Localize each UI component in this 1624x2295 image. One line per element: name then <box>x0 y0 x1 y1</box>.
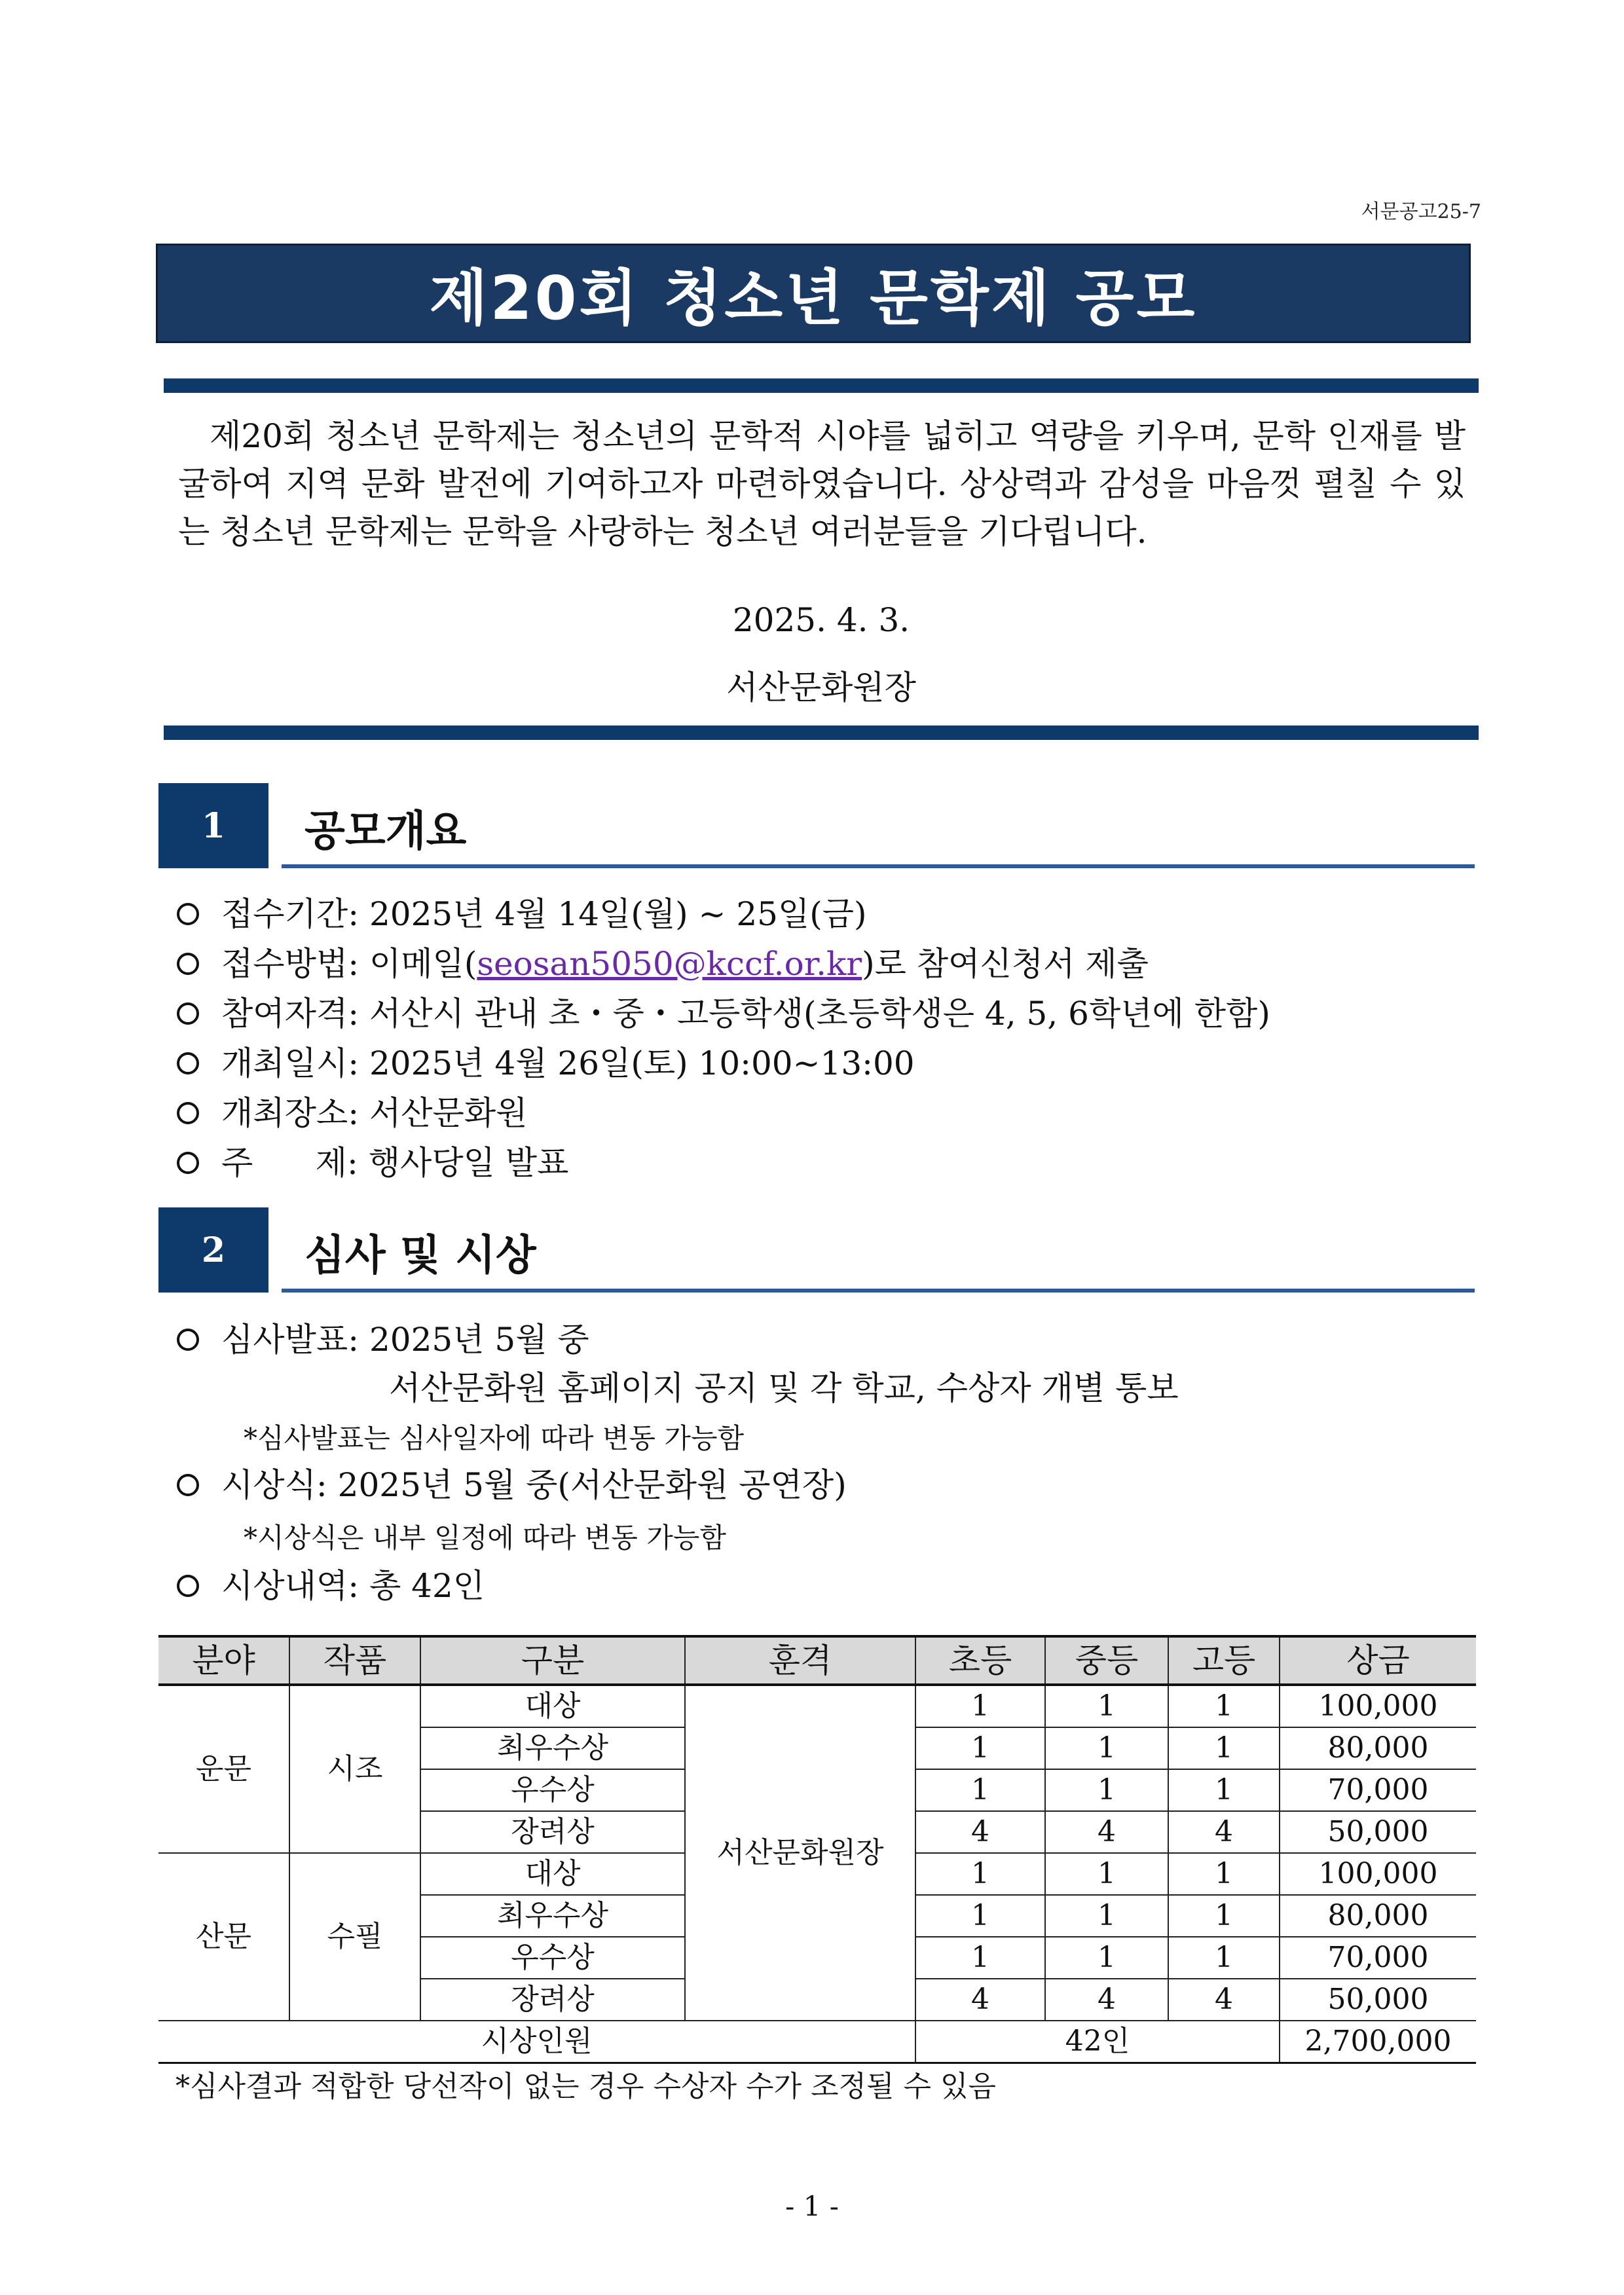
bottom-divider <box>164 725 1479 740</box>
prize-cell: 대상 <box>420 1685 685 1727</box>
circle-bullet-icon <box>177 1102 199 1124</box>
issuer-name: 서산문화원장 <box>726 669 916 707</box>
middle-count: 1 <box>1045 1895 1168 1937</box>
intro-paragraph: 제20회 청소년 문학제는 청소년의 문학적 시야를 넓히고 역량을 키우며, 문학 인재를 발굴하여 지역 문화 발전에 기여하고자 마련하였습니다. 상상력과 감성을 마음껏 펼칠 수 있는 청소년 문학제는 문학을 사랑하는 청소년 여러분들을 기다립니다. <box>178 417 1466 551</box>
section-2-title: 심사 및 시상 <box>304 1232 536 1280</box>
elementary-count: 1 <box>915 1685 1045 1727</box>
section-1-title: 공모개요 <box>304 807 467 856</box>
prize-money: 70,000 <box>1280 1769 1476 1811</box>
awards-summary: 시상내역: 총 42인 <box>177 1561 485 1611</box>
table-total-row <box>158 2021 1476 2063</box>
circle-bullet-icon <box>177 1474 199 1496</box>
column-header: 고등 <box>1168 1636 1280 1685</box>
total-count: 42인 <box>915 2021 1280 2063</box>
field-cell: 산문 <box>158 1853 289 2021</box>
prize-cell: 최우수상 <box>420 1895 685 1937</box>
ceremony-note: *시상식은 내부 일정에 따라 변동 가능함 <box>244 1522 726 1554</box>
middle-count: 4 <box>1045 1811 1168 1853</box>
middle-count: 4 <box>1045 1979 1168 2021</box>
page-title: 제20회 청소년 문학제 공모 <box>429 263 1198 333</box>
judging-announcement-detail: 서산문화원 홈페이지 공지 및 각 학교, 수상자 개별 통보 <box>389 1369 1179 1407</box>
column-header: 중등 <box>1045 1636 1168 1685</box>
table-row <box>158 1685 1476 1727</box>
elementary-count: 1 <box>915 1769 1045 1811</box>
title-banner <box>156 244 1471 343</box>
list-item: 개최일시: 2025년 4월 26일(토) 10:00~13:00 <box>177 1038 1473 1088</box>
column-header: 분야 <box>158 1636 289 1685</box>
prize-money: 100,000 <box>1280 1685 1476 1727</box>
circle-bullet-icon <box>177 1329 199 1351</box>
list-item: 주 제: 행사당일 발표 <box>177 1138 1473 1188</box>
section-1-rule <box>282 864 1475 868</box>
high-count: 1 <box>1168 1685 1280 1727</box>
prize-money: 80,000 <box>1280 1727 1476 1769</box>
section-2-number: 2 <box>158 1207 268 1293</box>
prize-money: 50,000 <box>1280 1811 1476 1853</box>
judging-note: *심사발표는 심사일자에 따라 변동 가능함 <box>244 1422 745 1454</box>
middle-count: 1 <box>1045 1853 1168 1895</box>
column-header: 작품 <box>289 1636 420 1685</box>
honor-cell: 서산문화원장 <box>685 1685 915 2021</box>
top-divider <box>164 378 1479 393</box>
high-count: 1 <box>1168 1727 1280 1769</box>
work-cell: 시조 <box>289 1685 420 1853</box>
prize-cell: 우수상 <box>420 1769 685 1811</box>
high-count: 4 <box>1168 1979 1280 2021</box>
high-count: 1 <box>1168 1937 1280 1979</box>
total-money: 2,700,000 <box>1280 2021 1476 2063</box>
circle-bullet-icon <box>177 953 199 975</box>
prize-cell: 최우수상 <box>420 1727 685 1769</box>
document-number: 서문공고25-7 <box>1361 200 1481 223</box>
elementary-count: 4 <box>915 1979 1045 2021</box>
list-item: 접수기간: 2025년 4월 14일(월) ~ 25일(금) <box>177 889 1473 939</box>
prize-money: 50,000 <box>1280 1979 1476 2021</box>
high-count: 1 <box>1168 1853 1280 1895</box>
column-header: 상금 <box>1280 1636 1476 1685</box>
list-item: 참여자격: 서산시 관내 초・중・고등학생(초등학생은 4, 5, 6학년에 한함) <box>177 989 1473 1038</box>
prize-cell: 장려상 <box>420 1979 685 2021</box>
work-cell: 수필 <box>289 1853 420 2021</box>
total-label: 시상인원 <box>158 2021 915 2063</box>
prize-cell: 우수상 <box>420 1937 685 1979</box>
middle-count: 1 <box>1045 1937 1168 1979</box>
middle-count: 1 <box>1045 1727 1168 1769</box>
prize-cell: 대상 <box>420 1853 685 1895</box>
circle-bullet-icon <box>177 1575 199 1597</box>
column-header: 초등 <box>915 1636 1045 1685</box>
circle-bullet-icon <box>177 1052 199 1074</box>
circle-bullet-icon <box>177 903 199 925</box>
section-2-rule <box>282 1289 1475 1293</box>
elementary-count: 1 <box>915 1727 1045 1769</box>
field-cell: 운문 <box>158 1685 289 1853</box>
prize-cell: 장려상 <box>420 1811 685 1853</box>
prize-money: 80,000 <box>1280 1895 1476 1937</box>
circle-bullet-icon <box>177 1152 199 1174</box>
prize-money: 70,000 <box>1280 1937 1476 1979</box>
elementary-count: 1 <box>915 1937 1045 1979</box>
elementary-count: 1 <box>915 1895 1045 1937</box>
table-footnote: *심사결과 적합한 당선작이 없는 경우 수상자 수가 조정될 수 있음 <box>175 2070 996 2103</box>
prize-money: 100,000 <box>1280 1853 1476 1895</box>
column-header: 훈격 <box>685 1636 915 1685</box>
email-link[interactable]: seosan5050@kccf.or.kr <box>477 945 862 983</box>
page-number: - 1 - <box>785 2190 839 2222</box>
middle-count: 1 <box>1045 1769 1168 1811</box>
middle-count: 1 <box>1045 1685 1168 1727</box>
high-count: 1 <box>1168 1895 1280 1937</box>
section-1-number: 1 <box>158 783 268 868</box>
high-count: 4 <box>1168 1811 1280 1853</box>
table-header-row <box>158 1636 1476 1685</box>
circle-bullet-icon <box>177 1002 199 1025</box>
list-item: 접수방법: 이메일(seosan5050@kccf.or.kr)로 참여신청서 제출 <box>177 939 1473 989</box>
elementary-count: 1 <box>915 1853 1045 1895</box>
list-item: 개최장소: 서산문화원 <box>177 1088 1473 1138</box>
elementary-count: 4 <box>915 1811 1045 1853</box>
column-header: 구분 <box>420 1636 685 1685</box>
ceremony-info: 시상식: 2025년 5월 중(서산문화원 공연장) <box>177 1460 847 1510</box>
announcement-date: 2025. 4. 3. <box>732 601 910 639</box>
awards-table <box>158 1635 1476 2064</box>
judging-announcement: 심사발표: 2025년 5월 중 <box>177 1315 589 1365</box>
overview-list <box>177 889 1473 1188</box>
high-count: 1 <box>1168 1769 1280 1811</box>
